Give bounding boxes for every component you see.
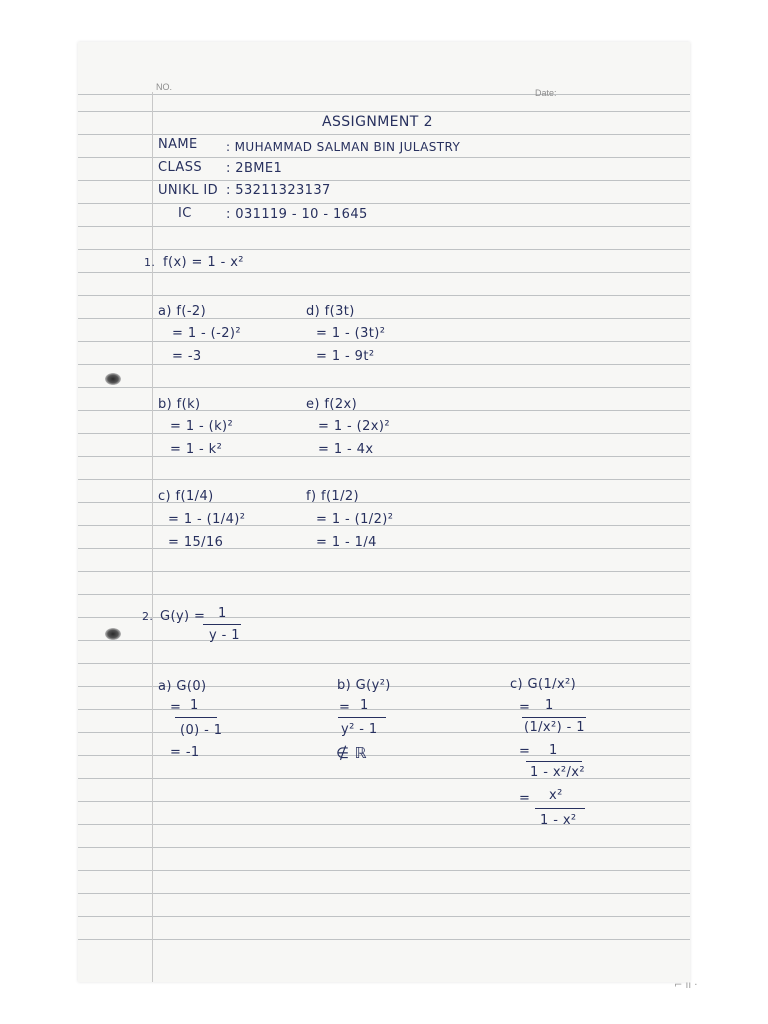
q2c-fraction-bar-2 — [526, 761, 582, 762]
q2c-numerator-3: x² — [549, 788, 563, 803]
q1b-step2: = 1 - k² — [170, 442, 223, 457]
q2-function-denominator: y - 1 — [209, 628, 240, 643]
q1e-step2: = 1 - 4x — [318, 442, 374, 457]
q2c-numerator-2: 1 — [549, 743, 558, 758]
printed-no-label: NO. — [156, 82, 173, 92]
q2-function-lhs: G(y) = — [160, 609, 206, 624]
q2-fraction-bar — [203, 624, 241, 625]
q2b-label: b) G(y²) — [337, 678, 391, 693]
q1d-step1: = 1 - (3t)² — [316, 326, 386, 341]
q1c-label: c) f(1/4) — [158, 489, 214, 504]
q2a-label: a) G(0) — [158, 679, 207, 694]
page-stamp: ⌐ ıı · — [674, 980, 698, 991]
q2a-denominator: (0) - 1 — [180, 723, 223, 738]
q1a-step1: = 1 - (-2)² — [172, 326, 241, 341]
q2c-equals-3: = — [519, 791, 531, 806]
q1d-step2: = 1 - 9t² — [316, 349, 375, 364]
ic-value: : 031119 - 10 - 1645 — [226, 207, 368, 222]
q2b-numerator: 1 — [360, 698, 369, 713]
q2b-equals: = — [339, 700, 351, 715]
q1c-step2: = 15/16 — [168, 535, 224, 550]
q1e-label: e) f(2x) — [306, 397, 358, 412]
q2c-denominator-3: 1 - x² — [540, 813, 577, 828]
q2a-equals: = — [170, 700, 182, 715]
q2b-fraction-bar — [338, 717, 386, 718]
q2a-result: = -1 — [170, 745, 200, 760]
q1-number: 1. — [144, 256, 156, 269]
q2-number: 2. — [142, 610, 154, 623]
q2c-fraction-bar-3 — [535, 808, 585, 809]
q1a-step2: = -3 — [172, 349, 202, 364]
q2a-numerator: 1 — [190, 698, 199, 713]
q1c-step1: = 1 - (1/4)² — [168, 512, 246, 527]
unikl-id-label: UNIKL ID — [158, 183, 219, 198]
q2c-equals-2: = — [519, 744, 531, 759]
class-value: : 2BME1 — [226, 161, 283, 176]
punch-hole — [105, 628, 121, 640]
class-label: CLASS — [158, 160, 203, 175]
q1b-step1: = 1 - (k)² — [170, 419, 234, 434]
q1e-step1: = 1 - (2x)² — [318, 419, 390, 434]
q1a-label: a) f(-2) — [158, 304, 207, 319]
q1f-label: f) f(1/2) — [306, 489, 360, 504]
q2c-fraction-bar-1 — [522, 717, 586, 718]
q2b-result: ∉ ℝ — [336, 744, 367, 762]
q1b-label: b) f(k) — [158, 397, 201, 412]
name-value: : MUHAMMAD SALMAN BIN JULASTRY — [226, 140, 461, 154]
q2c-denominator-2: 1 - x²/x² — [530, 765, 586, 780]
q2a-fraction-bar — [175, 717, 217, 718]
q2-function-numerator: 1 — [218, 606, 227, 621]
punch-hole — [105, 373, 121, 385]
q1f-step2: = 1 - 1/4 — [316, 535, 377, 550]
q2b-denominator: y² - 1 — [341, 722, 378, 737]
assignment-title: ASSIGNMENT 2 — [322, 114, 433, 130]
name-label: NAME — [158, 137, 198, 152]
ic-label: IC — [178, 206, 192, 221]
q2c-label: c) G(1/x²) — [510, 677, 577, 692]
margin-line — [152, 92, 153, 982]
q2c-denominator-1: (1/x²) - 1 — [524, 720, 585, 735]
q1f-step1: = 1 - (1/2)² — [316, 512, 394, 527]
q1d-label: d) f(3t) — [306, 304, 355, 319]
q2c-numerator-1: 1 — [545, 698, 554, 713]
printed-date-label: Date: — [535, 88, 557, 98]
q1-function: f(x) = 1 - x² — [163, 255, 244, 270]
unikl-id-value: : 53211323137 — [226, 183, 331, 198]
q2c-equals-1: = — [519, 700, 531, 715]
